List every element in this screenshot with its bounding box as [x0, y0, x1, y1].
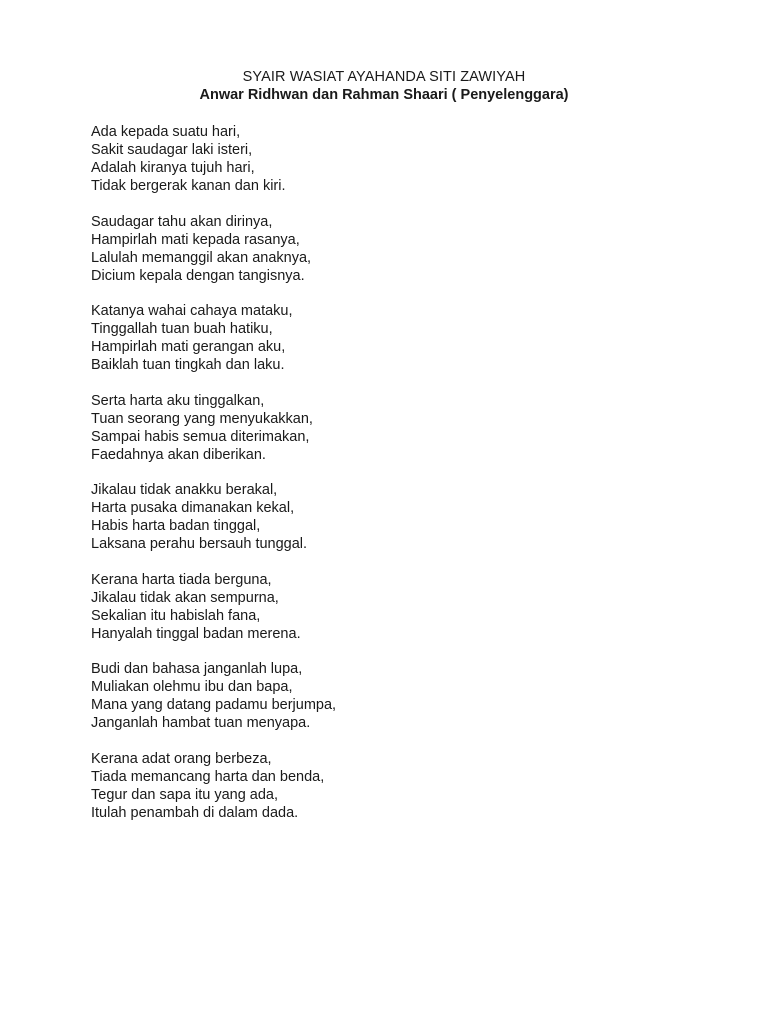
poem-line: Katanya wahai cahaya mataku, [91, 303, 293, 319]
poem-body [91, 123, 711, 839]
document-header [0, 68, 768, 104]
poem-line: Hampirlah mati gerangan aku, [91, 339, 286, 355]
poem-line: Habis harta badan tinggal, [91, 518, 261, 534]
poem-line: Laksana perahu bersauh tunggal. [91, 536, 308, 552]
page-subtitle: Anwar Ridhwan dan Rahman Shaari ( Penyelenggara) [199, 87, 569, 103]
poem-line: Jikalau tidak anakku berakal, [91, 482, 278, 498]
poem-line: Tinggallah tuan buah hatiku, [91, 321, 273, 337]
stanza-7 [91, 660, 711, 732]
stanza-6 [91, 571, 711, 643]
poem-line: Saudagar tahu akan dirinya, [91, 213, 273, 230]
poem-line: Baiklah tuan tingkah dan laku. [91, 357, 285, 373]
stanza-1 [91, 123, 711, 195]
poem-line: Hanyalah tinggal badan merena. [91, 625, 301, 642]
poem-line: Ada kepada suatu hari, [91, 124, 241, 140]
poem-line: Sampai habis semua diterimakan, [91, 428, 310, 445]
poem-line: Sakit saudagar laki isteri, [91, 142, 253, 158]
page-title: SYAIR WASIAT AYAHANDA SITI ZAWIYAH [242, 69, 526, 85]
poem-line: Mana yang datang padamu berjumpa, [91, 697, 337, 713]
poem-line: Hampirlah mati kepada rasanya, [91, 231, 300, 248]
poem-line: Harta pusaka dimanakan kekal, [91, 500, 295, 516]
stanza-8 [91, 750, 711, 822]
poem-line: Sekalian itu habislah fana, [91, 607, 261, 624]
poem-line: Janganlah hambat tuan menyapa. [91, 715, 311, 731]
poem-line: Tuan seorang yang menyukakkan, [91, 410, 313, 427]
stanza-5 [91, 481, 711, 553]
stanza-3 [91, 302, 711, 374]
stanza-4 [91, 392, 711, 464]
poem-line: Tegur dan sapa itu yang ada, [91, 786, 279, 803]
poem-line: Tiada memancang harta dan benda, [91, 768, 325, 785]
poem-line: Budi dan bahasa janganlah lupa, [91, 661, 303, 677]
poem-line: Adalah kiranya tujuh hari, [91, 160, 255, 176]
poem-line: Muliakan olehmu ibu dan bapa, [91, 679, 293, 695]
poem-line: Serta harta aku tinggalkan, [91, 392, 265, 409]
poem-line: Tidak bergerak kanan dan kiri. [91, 178, 286, 194]
poem-line: Faedahnya akan diberikan. [91, 446, 266, 463]
poem-line: Jikalau tidak akan sempurna, [91, 589, 279, 606]
stanza-2 [91, 213, 711, 285]
poem-line: Kerana harta tiada berguna, [91, 571, 272, 588]
poem-line: Kerana adat orang berbeza, [91, 750, 272, 767]
poem-line: Lalulah memanggil akan anaknya, [91, 249, 312, 266]
poem-line: Dicium kepala dengan tangisnya. [91, 267, 305, 284]
poem-line: Itulah penambah di dalam dada. [91, 804, 299, 821]
